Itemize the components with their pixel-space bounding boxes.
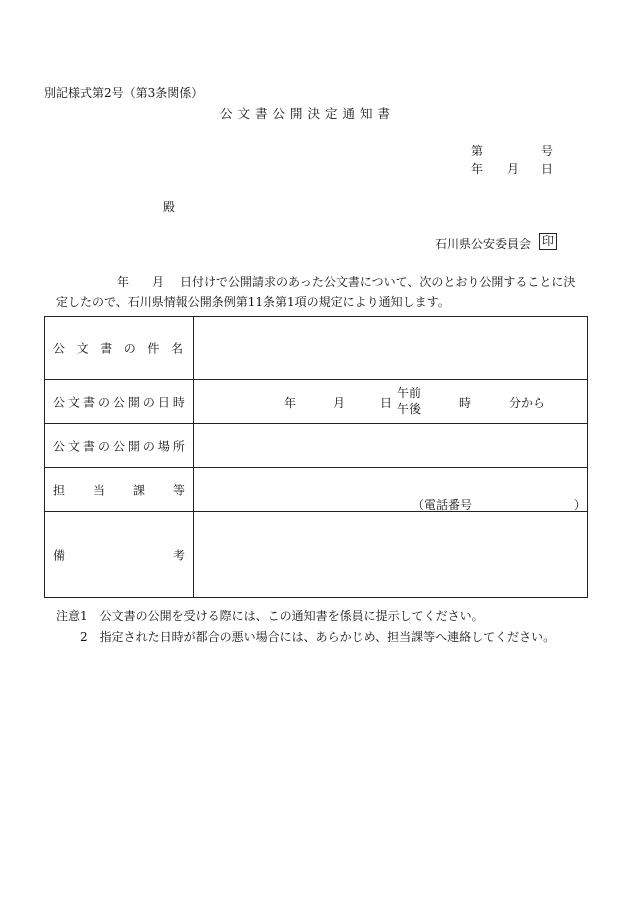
label-char: 開 <box>127 439 140 453</box>
remarks-label <box>45 512 194 598</box>
disclosure-datetime-field[interactable] <box>194 380 588 424</box>
date-year: 年 <box>471 162 484 176</box>
label-char: 場 <box>157 439 170 453</box>
body-year: 年 <box>117 275 130 289</box>
disclosure-datetime-label <box>45 380 194 424</box>
label-char: 当 <box>92 483 105 497</box>
label-char: 書 <box>82 439 95 453</box>
notes <box>56 606 555 648</box>
label-char: の <box>123 341 136 356</box>
label-char: 課 <box>132 483 145 497</box>
label-char: 書 <box>100 341 113 356</box>
label-char: の <box>142 395 155 409</box>
addressee-suffix: 殿 <box>163 200 176 214</box>
phone-number-open: （電話番号 <box>412 498 473 512</box>
disclosure-place-field[interactable] <box>194 424 588 468</box>
document-name-field[interactable] <box>194 317 588 380</box>
remarks-field[interactable] <box>194 512 588 598</box>
date-month: 月 <box>507 162 520 176</box>
phone-number-close: ） <box>574 498 587 512</box>
seal-mark: 印 <box>539 233 557 250</box>
datetime-am: 午前 <box>397 386 422 400</box>
label-char: の <box>142 439 155 453</box>
label-char: 等 <box>172 483 185 497</box>
datetime-month: 月 <box>333 396 346 410</box>
label-char: 書 <box>82 395 95 409</box>
label-char: 時 <box>172 395 185 409</box>
label-char: 公 <box>112 395 125 409</box>
form-reference: 別記様式第2号（第3条関係） <box>44 86 204 100</box>
note-1: 注意1 公文書の公開を受ける際には、この通知書を係員に提示してください。 <box>56 609 484 623</box>
datetime-hour: 時 <box>459 396 472 410</box>
table-row <box>45 468 588 512</box>
table-row <box>45 380 588 424</box>
label-char: 所 <box>172 439 185 453</box>
label-char: 文 <box>67 395 80 409</box>
doc-number-go: 号 <box>541 144 554 158</box>
label-char: 公 <box>53 395 66 409</box>
label-char: の <box>97 439 110 453</box>
datetime-year: 年 <box>284 396 297 410</box>
note-2: 2 指定された日時が都合の悪い場合には、あらかじめ、担当課等へ連絡してください。 <box>56 630 556 644</box>
datetime-minute-from: 分から <box>509 396 546 410</box>
department-field[interactable] <box>194 468 588 512</box>
table-row <box>45 424 588 468</box>
datetime-day: 日 <box>380 396 393 410</box>
label-char: 文 <box>67 439 80 453</box>
label-char: 文 <box>76 341 89 356</box>
label-char: 公 <box>53 341 66 356</box>
department-label <box>45 468 194 512</box>
label-char: 件 <box>147 341 160 356</box>
label-char: 考 <box>172 548 185 562</box>
datetime-pm: 午後 <box>397 402 422 416</box>
label-char: の <box>97 395 110 409</box>
date-day: 日 <box>541 162 554 176</box>
doc-number-dai: 第 <box>471 144 484 158</box>
document-title: 公文書公開決定通知書 <box>220 106 396 121</box>
notification-table <box>44 316 588 598</box>
table-row <box>45 512 588 598</box>
label-char: 日 <box>157 395 170 409</box>
label-char: 備 <box>53 548 66 562</box>
body-month: 月 <box>152 275 165 289</box>
label-char: 公 <box>53 439 66 453</box>
issuer-name: 石川県公安委員会 <box>435 237 532 251</box>
document-name-label <box>45 317 194 380</box>
disclosure-place-label <box>45 424 194 468</box>
label-char: 担 <box>53 483 66 497</box>
label-char: 公 <box>112 439 125 453</box>
label-char: 名 <box>170 341 183 356</box>
body-line1: 日付けで公開請求のあった公文書について、次のとおり公開することに決 <box>180 275 576 289</box>
label-char: 開 <box>127 395 140 409</box>
table-row <box>45 317 588 380</box>
body-line2: 定したので、石川県情報公開条例第11条第1項の規定により通知します。 <box>56 295 450 309</box>
